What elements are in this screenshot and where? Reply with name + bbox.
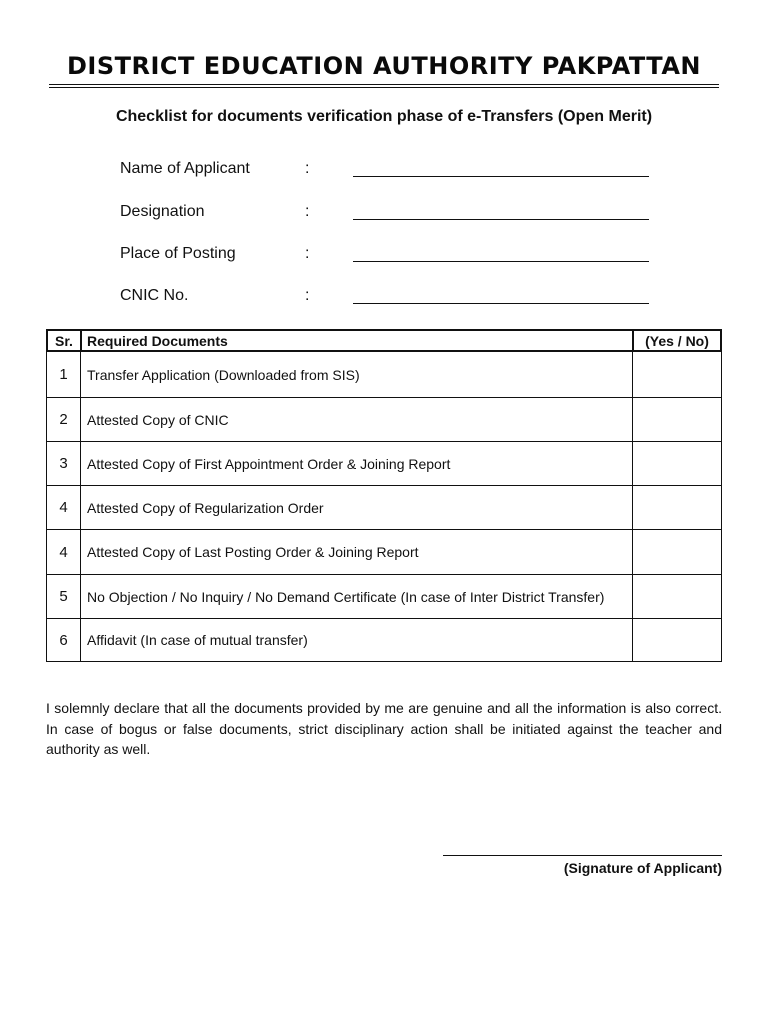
- page-subtitle: Checklist for documents verification phase of e-Transfers (Open Merit): [115, 108, 653, 125]
- table-row: [47, 618, 721, 661]
- declaration-text: I solemnly declare that all the documents provided by me are genuine and all the information is also correct. In case of bogus or false documents, strict disciplinary action shall be initiated against the teacher and authority as well.: [46, 700, 722, 757]
- row-yes-no-cell[interactable]: [633, 618, 721, 661]
- field-name-of-applicant: [120, 160, 650, 182]
- row-yes-no-cell[interactable]: [633, 529, 721, 574]
- row-sr: 1: [47, 351, 81, 397]
- table-header-row: [47, 330, 721, 351]
- field-label: Name of Applicant: [120, 160, 250, 177]
- field-designation: [120, 203, 650, 225]
- table-row: [47, 529, 721, 574]
- field-blank-line[interactable]: [353, 261, 649, 262]
- field-separator: :: [305, 287, 310, 304]
- row-yes-no-cell[interactable]: [633, 485, 721, 529]
- column-header-yes-no: (Yes / No): [633, 330, 721, 351]
- row-document: Affidavit (In case of mutual transfer): [81, 618, 633, 661]
- row-sr: 2: [47, 397, 81, 441]
- row-sr: 3: [47, 441, 81, 485]
- row-document: No Objection / No Inquiry / No Demand Certificate (In case of Inter District Transfer): [81, 574, 633, 618]
- field-blank-line[interactable]: [353, 303, 649, 304]
- title-underline-second: [49, 87, 719, 88]
- signature-label: (Signature of Applicant): [563, 860, 722, 876]
- field-separator: :: [305, 203, 310, 220]
- row-yes-no-cell[interactable]: [633, 441, 721, 485]
- table-row: [47, 574, 721, 618]
- row-document: Attested Copy of Regularization Order: [81, 485, 633, 529]
- column-header-sr: Sr.: [47, 330, 81, 351]
- field-label: Place of Posting: [120, 245, 236, 262]
- field-separator: :: [305, 160, 310, 177]
- column-header-documents: Required Documents: [81, 330, 633, 351]
- row-sr: 4: [47, 529, 81, 574]
- field-blank-line[interactable]: [353, 176, 649, 177]
- row-document: Attested Copy of First Appointment Order & Joining Report: [81, 441, 633, 485]
- table-row: [47, 397, 721, 441]
- row-yes-no-cell[interactable]: [633, 574, 721, 618]
- row-sr: 4: [47, 485, 81, 529]
- field-label: CNIC No.: [120, 287, 189, 304]
- documents-checklist-table: [46, 329, 722, 662]
- table-row: [47, 441, 721, 485]
- field-separator: :: [305, 245, 310, 262]
- title-underline: [49, 84, 719, 85]
- signature-line[interactable]: [443, 855, 722, 856]
- row-document: Transfer Application (Downloaded from SIS): [81, 351, 633, 397]
- row-document: Attested Copy of CNIC: [81, 397, 633, 441]
- field-label: Designation: [120, 203, 205, 220]
- page-title: DISTRICT EDUCATION AUTHORITY PAKPATTAN: [67, 52, 701, 80]
- row-document: Attested Copy of Last Posting Order & Joining Report: [81, 529, 633, 574]
- row-sr: 5: [47, 574, 81, 618]
- row-sr: 6: [47, 618, 81, 661]
- row-yes-no-cell[interactable]: [633, 351, 721, 397]
- row-yes-no-cell[interactable]: [633, 397, 721, 441]
- field-place-of-posting: [120, 245, 650, 267]
- table-row: [47, 351, 721, 397]
- field-cnic-no: [120, 287, 650, 309]
- table-row: [47, 485, 721, 529]
- field-blank-line[interactable]: [353, 219, 649, 220]
